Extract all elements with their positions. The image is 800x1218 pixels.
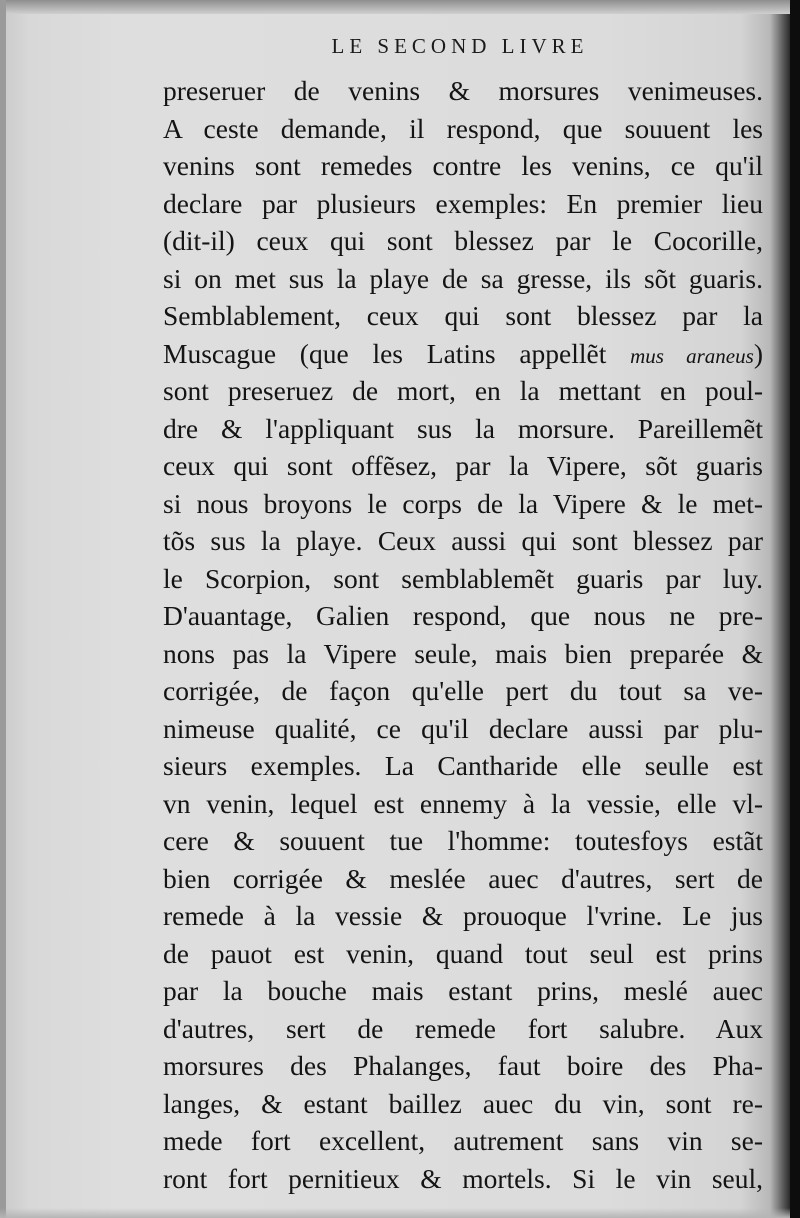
text-line: cere & souuent tue l'homme: toutesfoys estãt [163,825,763,856]
text-line: A ceste demande, il respond, que souuent les [163,112,763,144]
text-line [163,335,763,373]
text-line: ceux qui sont offẽsez, par la Vipere, sõt guaris [163,450,763,481]
text-line: (dit-il) ceux qui sont blessez par le Cocorille, [163,225,763,256]
text-line: bien corrigée & meslée auec d'autres, sert de [163,862,763,894]
text-segment: ) [753,337,763,369]
text-line: tõs sus la playe. Ceux aussi qui sont blessez par [163,525,763,556]
text-line: de pauot est venin, quand tout seul est prins [163,937,763,969]
text-line: si nous broyons le corps de la Vipere & le met- [163,487,763,519]
text-line: le Scorpion, sont semblablemẽt guaris par luy. [163,562,763,594]
page-top-shadow [0,0,800,14]
text-line: mede fort excellent, autrement sans vin se- [163,1125,763,1156]
text-line: si on met sus la playe de sa gresse, ils sõt guaris. [163,262,763,294]
text-line: par la bouche mais estant prins, meslé auec [163,975,763,1006]
text-line: corrigée, de façon qu'elle pert du tout sa ve- [163,675,763,706]
page-gutter-bleed [790,0,800,1218]
text-line: ront fort pernitieux & mortels. Si le vin seul, [163,1162,763,1194]
running-head: LE SECOND LIVRE [331,34,589,58]
text-line: Semblablement, ceux qui sont blessez par la [163,300,763,331]
text-line: remede à la vessie & prouoque l'vrine. Le jus [163,900,763,931]
text-line: vn venin, lequel est ennemy à la vessie, elle vl- [163,787,763,819]
body-text [163,72,763,1197]
text-line: D'auantage, Galien respond, que nous ne pre- [163,600,763,631]
text-line: langes, & estant baillez auec du vin, sont re- [163,1087,763,1119]
text-line: sont preseruez de mort, en la mettant en poul- [163,375,763,406]
show-through-margin [12,120,152,1120]
page-bottom-shadow [0,1208,800,1218]
text-line: morsures des Phalanges, faut boire des Pha- [163,1050,763,1081]
text-line: nons pas la Vipere seule, mais bien preparée & [163,637,763,669]
text-line: d'autres, sert de remede fort salubre. Aux [163,1012,763,1044]
text-line: preseruer de venins & morsures venimeuses. [163,75,763,106]
text-line: sieurs exemples. La Cantharide elle seulle est [163,750,763,781]
text-segment: Muscague (que les Latins appellẽt [163,337,631,369]
text-line: venins sont remedes contre les venins, ce qu'il [163,150,763,181]
italic-term: mus araneus [630,343,754,368]
text-line: declare par plusieurs exemples: En premier lieu [163,187,763,219]
text-line: dre & l'appliquant sus la morsure. Pareillemẽt [163,412,763,444]
page-left-edge [0,0,6,1218]
text-line: nimeuse qualité, ce qu'il declare aussi par plu- [163,712,763,744]
